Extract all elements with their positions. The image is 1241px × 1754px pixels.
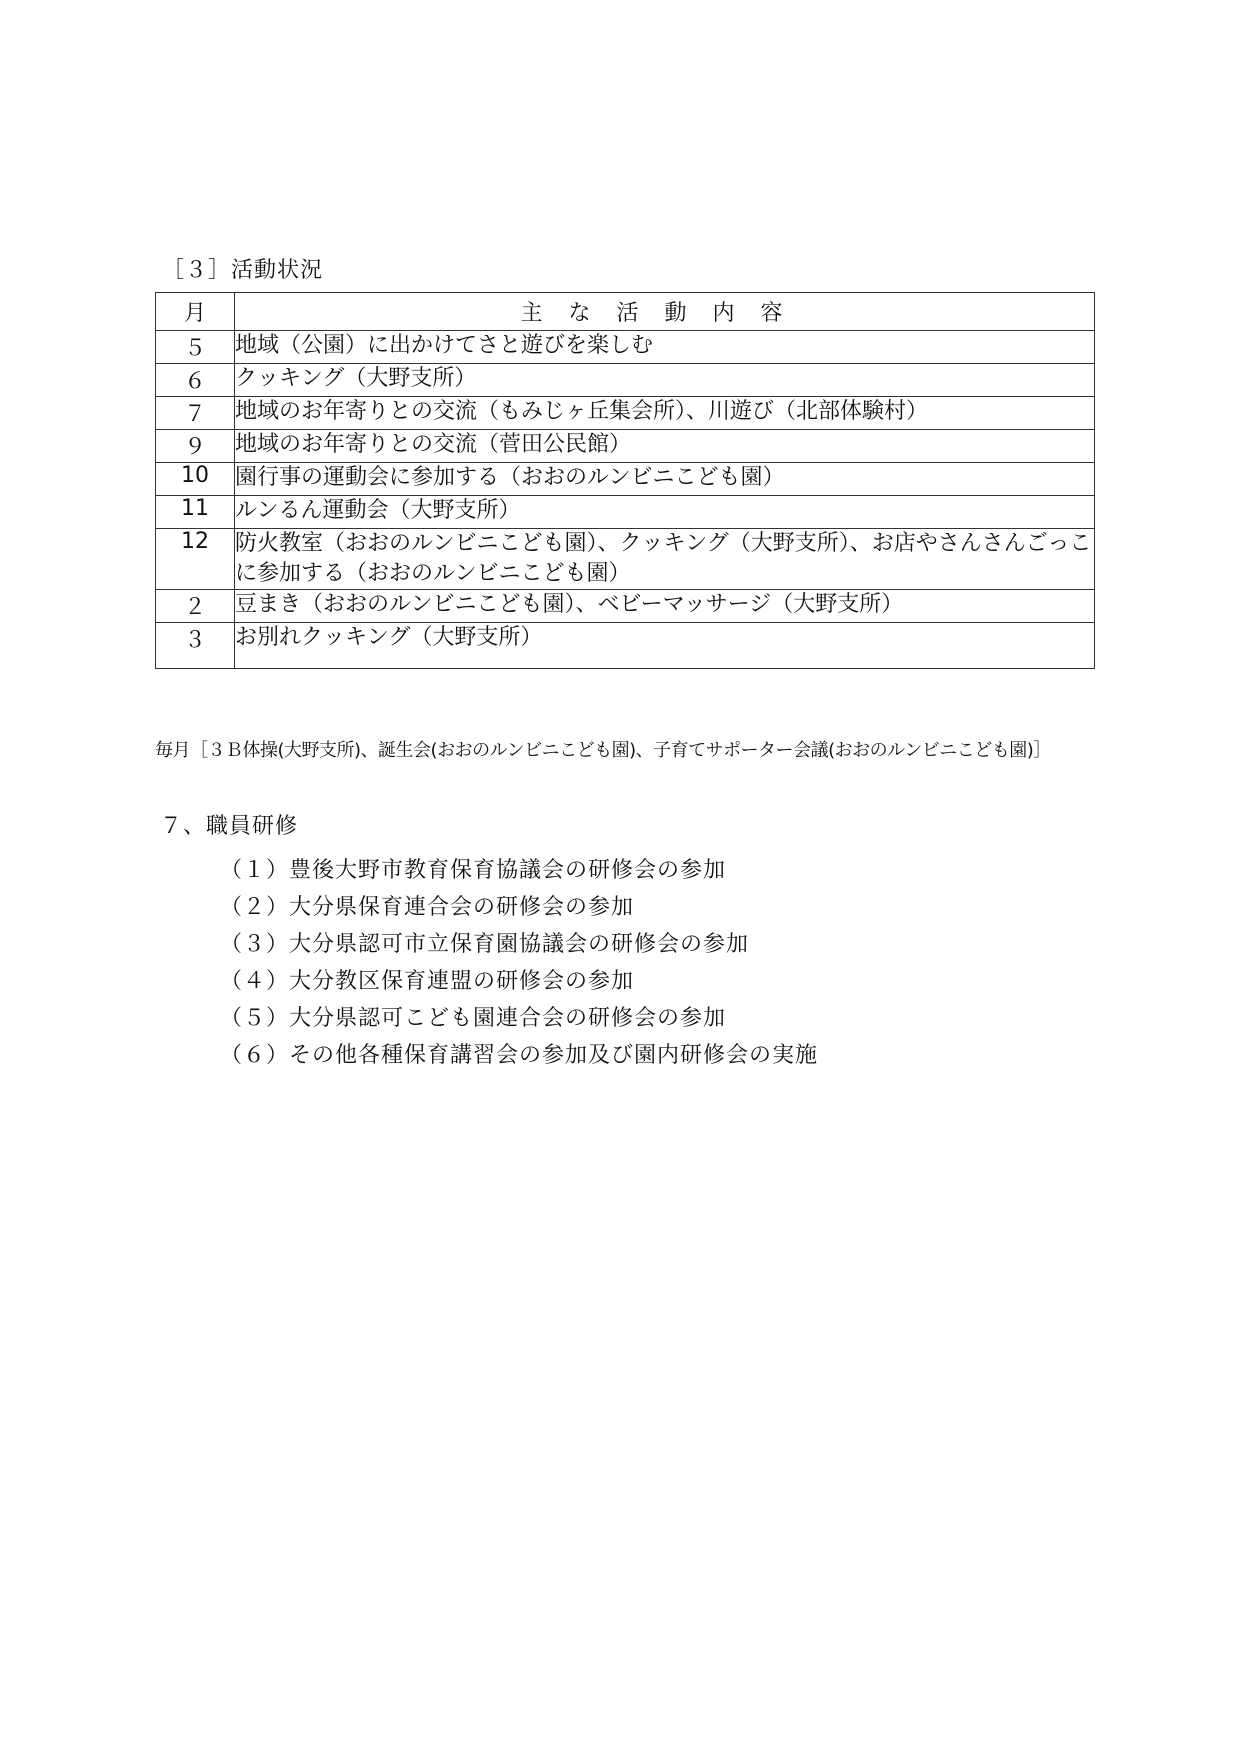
month-cell: 11 — [156, 496, 235, 529]
content-cell: 園行事の運動会に参加する（おおのルンビニこども園） — [235, 463, 1095, 496]
table-row — [156, 331, 1095, 364]
table-row — [156, 590, 1095, 623]
month-cell: 12 — [156, 529, 235, 590]
content-cell: 地域のお年寄りとの交流（菅田公民館） — [235, 430, 1095, 463]
month-column-header: 月 — [156, 293, 235, 331]
content-cell: クッキング（大野支所） — [235, 364, 1095, 397]
table-row — [156, 529, 1095, 590]
table-row — [156, 623, 1095, 669]
activity-table — [155, 292, 1095, 669]
list-item: （５）大分県認可こども園連合会の研修会の参加 — [220, 1006, 727, 1031]
table-row — [156, 496, 1095, 529]
monthly-activities-note: 毎月［３Ｂ体操(大野支所)、誕生会(おおのルンビニこども園)、子育てサポーター会議(おおのルンビニこども園)］ — [155, 740, 1051, 761]
month-cell: ７ — [156, 397, 235, 430]
list-item: （３）大分県認可市立保育園協議会の研修会の参加 — [220, 932, 750, 957]
table-header-row — [156, 293, 1095, 331]
activity-section-heading: ［３］活動状況 — [162, 258, 324, 283]
list-item: （４）大分教区保育連盟の研修会の参加 — [220, 969, 635, 994]
staff-training-heading: ７、職員研修 — [160, 814, 299, 839]
content-cell: 地域のお年寄りとの交流（もみじヶ丘集会所）、川遊び（北部体験村） — [235, 397, 1095, 430]
month-cell: ９ — [156, 430, 235, 463]
content-column-header: 主な活動内容 — [235, 293, 1095, 331]
table-row — [156, 397, 1095, 430]
content-cell: 地域（公園）に出かけてさと遊びを楽しむ — [235, 331, 1095, 364]
month-cell: 10 — [156, 463, 235, 496]
list-item: （２）大分県保育連合会の研修会の参加 — [220, 895, 635, 920]
table-row — [156, 430, 1095, 463]
month-cell: ６ — [156, 364, 235, 397]
list-item: （１）豊後大野市教育保育協議会の研修会の参加 — [220, 858, 727, 883]
table-row — [156, 463, 1095, 496]
month-cell: ２ — [156, 590, 235, 623]
content-cell: ルンるん運動会（大野支所） — [235, 496, 1095, 529]
month-cell: ３ — [156, 623, 235, 669]
list-item: （６）その他各種保育講習会の参加及び園内研修会の実施 — [220, 1043, 819, 1068]
table-row — [156, 364, 1095, 397]
content-cell: 防火教室（おおのルンビニこども園）、クッキング（大野支所）、お店やさんさんごっこに参加する（おおのルンビニこども園） — [235, 529, 1095, 590]
staff-training-list — [220, 852, 818, 1074]
month-cell: ５ — [156, 331, 235, 364]
content-cell: お別れクッキング（大野支所） — [235, 623, 1095, 669]
content-cell: 豆まき（おおのルンビニこども園）、ベビーマッサージ（大野支所） — [235, 590, 1095, 623]
